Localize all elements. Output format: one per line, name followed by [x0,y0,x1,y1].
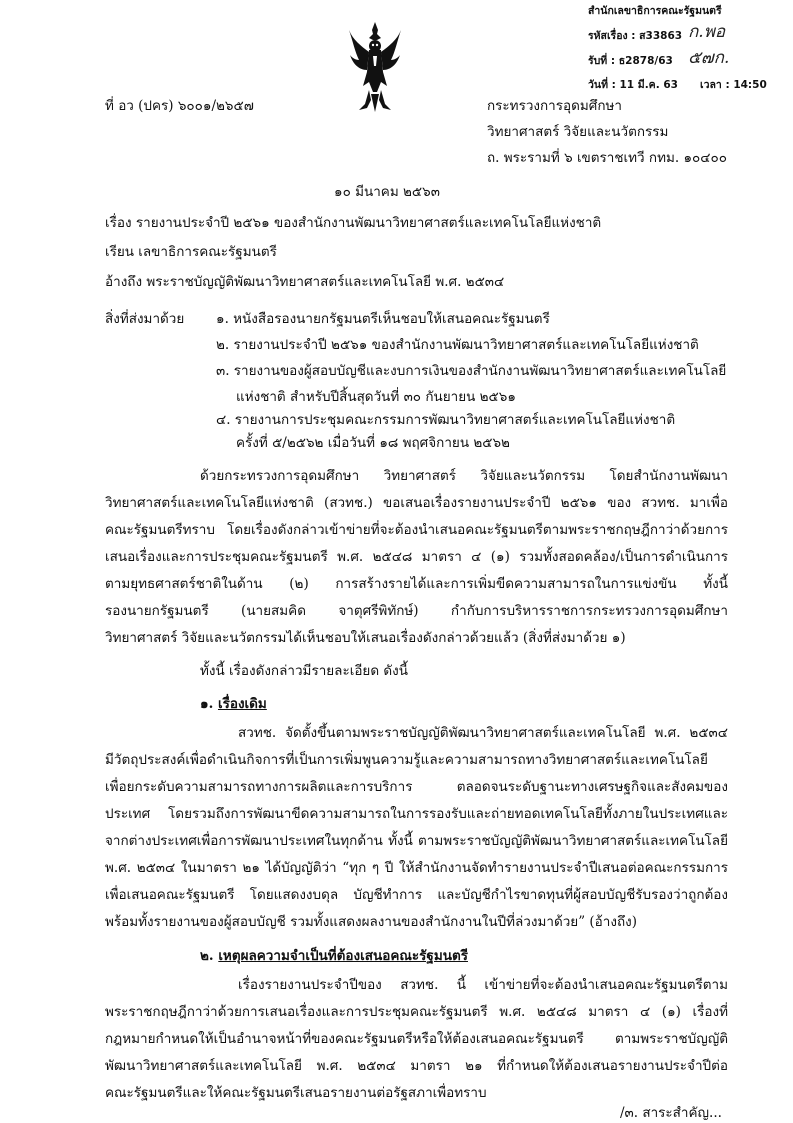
document-number: ที่ อว (ปคร) ๖๐๐๑/๒๖๕๗ [105,98,254,114]
intro-closing: ทั้งนี้ เรื่องดังกล่าวมีรายละเอียด ดังนี้ [200,663,408,679]
ministry-line-1: กระทรวงการอุดมศึกษา [487,98,622,114]
stamp-signature-1: ก.พอ [688,22,726,42]
section1-line-4: ประเทศ โดยรวมถึงการพัฒนาขีดความสามารถในการรองรับและถ่ายทอดเทคโนโลยีทั้งภายในประเทศและ [105,806,728,822]
intro-line-6: รองนายกรัฐมนตรี (นายสมคิด จาตุศรีพิทักษ์) กำกับการบริหารราชการกระทรวงการอุดมศึกษา [105,603,728,619]
intro-line-4: เสนอเรื่องและการประชุมคณะรัฐมนตรี พ.ศ. ๒๕๔๘ มาตรา ๔ (๑) รวมทั้งสอดคล้อง/เป็นการดำเนินการ [105,549,728,565]
subject-line: เรื่อง รายงานประจำปี ๒๕๖๑ ของสำนักงานพัฒนาวิทยาศาสตร์และเทคโนโลยีแห่งชาติ [105,215,602,231]
section1-line-6: พ.ศ. ๒๕๓๔ ในมาตรา ๒๑ ได้บัญญัติว่า “ทุก ๆ ปี ให้สำนักงานจัดทำรายงานประจำปีเสนอต่อคณะกรรมการ [105,860,728,876]
intro-line-3: คณะรัฐมนตรีทราบ โดยเรื่องดังกล่าวเข้าข่ายที่จะต้องนำเสนอคณะรัฐมนตรีตามพระราชกฤษฎีกาว่าด้วยการ [105,522,728,538]
section2-title: เหตุผลความจำเป็นที่ต้องเสนอคณะรัฐมนตรี [218,948,468,964]
section2-line-3: กฎหมายกำหนดให้เป็นอำนาจหน้าที่ของคณะรัฐมนตรีหรือให้ต้องเสนอคณะรัฐมนตรี ตามพระราชบัญญัติ [105,1031,728,1047]
section1-number: ๑. [200,696,214,712]
section2-line-2: พระราชกฤษฎีกาว่าด้วยการเสนอเรื่องและการประชุมคณะรัฐมนตรี พ.ศ. ๒๕๔๘ มาตรา ๔ (๑) เรื่องที่ [105,1004,728,1020]
intro-line-7: วิทยาศาสตร์ วิจัยและนวัตกรรมได้เห็นชอบให้เสนอเรื่องดังกล่าวด้วยแล้ว (สิ่งที่ส่งมาด้วย ๑) [105,630,626,646]
stamp-date: วันที่ : 11 มี.ค. 63 [588,79,678,91]
enclosures-label: สิ่งที่ส่งมาด้วย [105,311,185,327]
section2-heading [200,944,468,966]
section1-line-1: สวทช. จัดตั้งขึ้นตามพระราชบัญญัติพัฒนาวิทยาศาสตร์และเทคโนโลยี พ.ศ. ๒๕๓๔ [238,725,728,741]
section2-line-1: เรื่องรายงานประจำปีของ สวทช. นี้ เข้าข่ายที่จะต้องนำเสนอคณะรัฐมนตรีตาม [238,977,728,993]
section2-line-5: คณะรัฐมนตรีและให้คณะรัฐมนตรีเสนอรายงานต่อรัฐสภาเพื่อทราบ [105,1085,487,1101]
section1-heading [200,692,267,714]
document-date: ๑๐ มีนาคม ๒๕๖๓ [334,184,440,200]
section1-line-7: เพื่อเสนอคณะรัฐมนตรี โดยแสดงงบดุล บัญชีทำการ และบัญชีกำไรขาดทุนที่ผู้สอบบัญชีรับรองว่าถูกต้อง [105,887,728,903]
section1-line-8: พร้อมทั้งรายงานของผู้สอบบัญชี รวมทั้งแสดงผลงานของสำนักงานในปีที่ล่วงมาด้วย” (อ้างถึง) [105,914,637,930]
stamp-ref: รหัสเรื่อง : ส33863 [588,30,683,42]
section1-line-2: มีวัตถุประสงค์เพื่อดำเนินกิจการที่เป็นการเพิ่มพูนความรู้และความสามารถทางวิทยาศาสตร์และเทคโนโลยี [105,752,708,768]
stamp-signature-2: ๕๗ก. [688,48,730,68]
intro-line-2: วิทยาศาสตร์และเทคโนโลยีแห่งชาติ (สวทช.) ขอเสนอเรื่องรายงานประจำปี ๒๕๖๑ ของ สวทช. มาเพื่อ [105,495,728,511]
reference-line: อ้างถึง พระราชบัญญัติพัฒนาวิทยาศาสตร์และเทคโนโลยี พ.ศ. ๒๕๓๔ [105,274,505,290]
enclosure-item-4-cont: ครั้งที่ ๕/๒๕๖๒ เมื่อวันที่ ๑๘ พฤศจิกายน ๒๕๖๒ [236,435,510,451]
enclosure-item-4: ๔. รายงานการประชุมคณะกรรมการพัฒนาวิทยาศาสตร์และเทคโนโลยีแห่งชาติ [216,412,676,428]
enclosure-item-2: ๒. รายงานประจำปี ๒๕๖๑ ของสำนักงานพัฒนาวิทยาศาสตร์และเทคโนโลยีแห่งชาติ [216,337,699,353]
section2-number: ๒. [200,948,214,964]
recipient-line: เรียน เลขาธิการคณะรัฐมนตรี [105,244,277,260]
enclosure-item-3-cont: แห่งชาติ สำหรับปีสิ้นสุดวันที่ ๓๐ กันยายน ๒๕๖๑ [236,389,516,405]
section1-line-5: จากต่างประเทศเพื่อการพัฒนาประเทศในทุกด้าน ทั้งนี้ ตามพระราชบัญญัติพัฒนาวิทยาศาสตร์และเทคโนโลยี [105,833,728,849]
intro-line-5: ตามยุทธศาสตร์ชาติในด้าน (๒) การสร้างรายได้และการเพิ่มขีดความสามารถในการแข่งขัน ทั้งนี้ [105,576,728,592]
enclosure-item-1: ๑. หนังสือรองนายกรัฐมนตรีเห็นชอบให้เสนอคณะรัฐมนตรี [216,311,550,327]
garuda-emblem-icon [347,20,403,115]
stamp-time: เวลา : 14:50 [700,79,767,91]
ministry-line-2: วิทยาศาสตร์ วิจัยและนวัตกรรม [487,124,669,140]
section2-line-4: พัฒนาวิทยาศาสตร์และเทคโนโลยี พ.ศ. ๒๕๓๔ มาตรา ๒๑ ที่กำหนดให้ต้องเสนอรายงานประจำปีต่อ [105,1058,728,1074]
intro-line-1: ด้วยกระทรวงการอุดมศึกษา วิทยาศาสตร์ วิจัยและนวัตกรรม โดยสำนักงานพัฒนา [200,468,728,484]
section1-title: เรื่องเดิม [217,696,267,712]
enclosure-item-3: ๓. รายงานของผู้สอบบัญชีและงบการเงินของสำนักงานพัฒนาวิทยาศาสตร์และเทคโนโลยี [216,363,727,379]
stamp-office: สำนักเลขาธิการคณะรัฐมนตรี [588,5,722,17]
section1-line-3: เพื่อยกระดับความสามารถทางการผลิตและการบริการ ตลอดจนระดับฐานะทางเศรษฐกิจและสังคมของ [105,779,728,795]
continued-marker: /๓. สาระสำคัญ... [620,1105,722,1121]
ministry-address: ถ. พระรามที่ ๖ เขตราชเทวี กทม. ๑๐๔๐๐ [487,150,727,166]
stamp-received: รับที่ : ธ2878/63 [588,55,673,67]
